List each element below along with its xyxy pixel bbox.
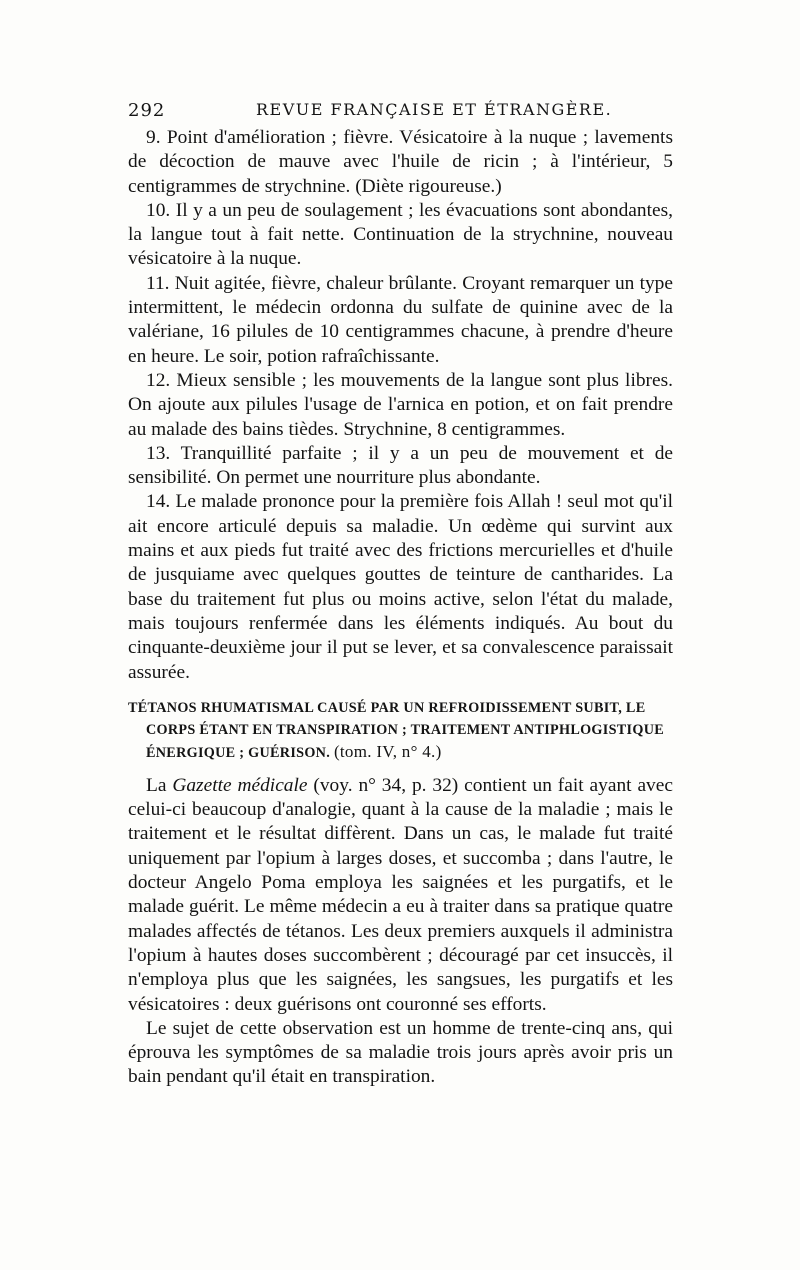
section-heading-line-1: TÉTANOS RHUMATISMAL CAUSÉ PAR UN REFROIDISSEMENT SUBIT, LE xyxy=(128,699,646,716)
paragraph-day-9: 9. Point d'amélioration ; fièvre. Vésicatoire à la nuque ; lavements de décoction de mauve avec l'huile de ricin ; à l'intérieur, 5 centigrammes de strychnine. (Diète rigoureuse.) xyxy=(128,127,673,197)
paragraph-day-13: 13. Tranquillité parfaite ; il y a un peu de mouvement et de sensibilité. On permet une nourriture plus abondante. xyxy=(128,442,673,489)
running-head xyxy=(128,100,673,128)
section-heading-text: ÉNERGIQUE ; GUÉRISON. xyxy=(146,744,331,761)
section-heading xyxy=(128,697,673,764)
paragraph-gazette xyxy=(128,774,673,1017)
paragraph-day-10: 10. Il y a un peu de soulagement ; les évacuations sont abondantes, la langue tout à fait nette. Continuation de la strychnine, nouveau vésicatoire à la nuque. xyxy=(128,199,673,270)
journal-title: REVUE FRANÇAISE ET ÉTRANGÈRE. xyxy=(256,100,613,119)
paragraph-day-12: 12. Mieux sensible ; les mouvements de la langue sont plus libres. On ajoute aux pilules l'usage de l'arnica en potion, et on fait prendre au malade des bains tièdes. Strychnine, 8 centigrammes. xyxy=(128,369,673,440)
paragraph-day-14: 14. Le malade prononce pour la première fois Allah ! seul mot qu'il ait encore articulé depuis sa maladie. Un œdème qui survint aux mains et aux pieds fut traité avec des frictions mercurielles et d'huile de jusquiame avec quelques gouttes de teinture de cantharides. La base du traitement fut plus ou moins active, selon l'état du malade, mais toujours renfermée dans les éléments indiqués. Au bout du cinquante-deuxième jour il put se lever, et sa convalescence paraissait assurée. xyxy=(128,491,673,683)
section-heading-line-2: CORPS ÉTANT EN TRANSPIRATION ; TRAITEMENT ANTIPHLOGISTIQUE xyxy=(146,721,665,738)
section-reference: (tom. IV, n° 4.) xyxy=(333,741,442,761)
paragraph-gazette-intro: La xyxy=(146,774,167,796)
paragraph-gazette-text: (voy. n° 34, p. 32) contient un fait ayant avec celui-ci beaucoup d'analogie, quant à la cause de la maladie ; mais le traitement et le résultat diffèrent. Dans un cas, le malade fut traité uniquement par l'opium à larges doses, et succomba ; dans l'autre, le docteur Angelo Poma employa les saignées et les purgatifs, et le malade guérit. Le même médecin a eu à traiter dans sa pratique quatre malades affectés de tétanos. Les deux premiers auxquels il administra l'opium à hautes doses succombèrent ; découragé par cet insuccès, il n'employa plus que les saignées, les sangsues, les purgatifs et les vésicatoires : deux guérisons ont couronné ses efforts. xyxy=(128,774,673,1015)
paragraph-day-11: 11. Nuit agitée, fièvre, chaleur brûlante. Croyant remarquer un type intermittent, le médecin ordonna du sulfate de quinine avec de la valériane, 16 pilules de 10 centigrammes chacune, à prendre d'heure en heure. Le soir, potion rafraîchissante. xyxy=(128,272,673,367)
page-body xyxy=(128,126,673,1090)
paragraph-subject: Le sujet de cette observation est un homme de trente-cinq ans, qui éprouva les symptômes de sa maladie trois jours après avoir pris un bain pendant qu'il était en transpiration. xyxy=(128,1017,673,1088)
journal-reference: Gazette médicale xyxy=(172,774,308,796)
page-number: 292 xyxy=(128,100,166,121)
section-heading-line-3 xyxy=(128,741,673,764)
